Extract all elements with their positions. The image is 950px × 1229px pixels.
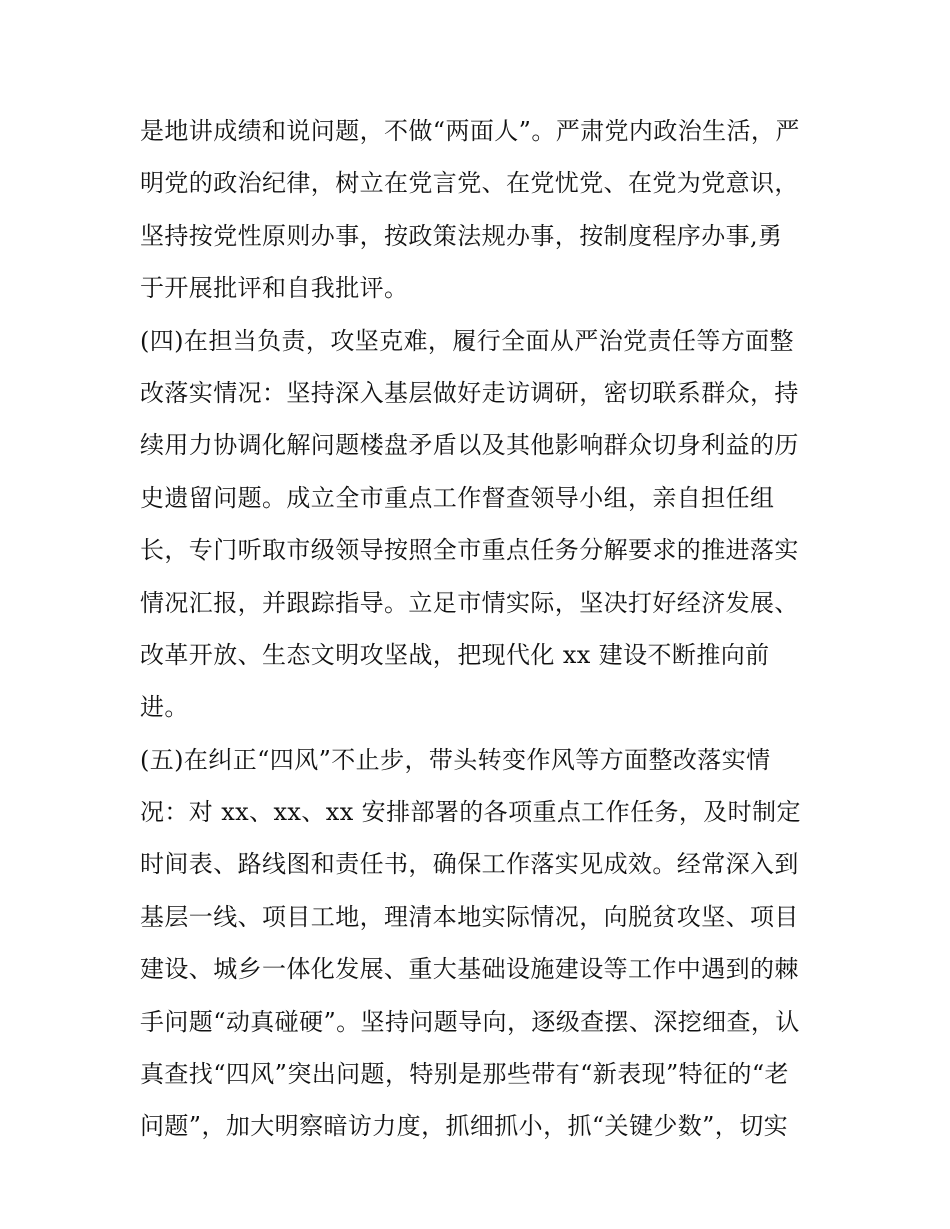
text-line: 改落实情况：坚持深入基层做好走访调研，密切联系群众，持 [140, 378, 799, 407]
section-heading-5: (五)在纠正“四风”不止步，带头转变作风等方面整改落实情 [140, 745, 771, 774]
text-line: 明党的政治纪律，树立在党言党、在党忧党、在党为党意识， [140, 169, 799, 198]
text-line: 基层一线、项目工地，理清本地实际情况，向脱贫攻坚、项目 [140, 902, 799, 931]
text-line: 长，专门听取市级领导按照全市重点任务分解要求的推进落实 [140, 536, 799, 565]
text-line: 续用力协调化解问题楼盘矛盾以及其他影响群众切身利益的历 [140, 431, 799, 460]
text-line: 坚持按党性原则办事，按政策法规办事，按制度程序办事,勇 [140, 221, 783, 250]
text-line: 建设、城乡一体化发展、重大基础设施建设等工作中遇到的棘 [140, 955, 799, 984]
text-line: 问题”，加大明察暗访力度，抓细抓小，抓“关键少数”，切实 [140, 1112, 789, 1141]
text-line: 手问题“动真碰硬”。坚持问题导向，逐级查摆、深挖细查，认 [140, 1007, 800, 1036]
text-line: 真查找“四风”突出问题，特别是那些带有“新表现”特征的“老 [140, 1060, 789, 1089]
text-line: 于开展批评和自我批评。 [140, 274, 409, 303]
body-text [140, 105, 820, 1153]
text-line: 况：对 xx、xx、xx 安排部署的各项重点工作任务，及时制定 [140, 798, 801, 827]
text-line: 情况汇报，并跟踪指导。立足市情实际，坚决打好经济发展、 [140, 588, 799, 617]
text-line: 时间表、路线图和责任书，确保工作落实见成效。经常深入到 [140, 850, 799, 879]
text-line: 改革开放、生态文明攻坚战，把现代化 xx 建设不断推向前 [140, 640, 770, 669]
text-line: 是地讲成绩和说问题，不做“两面人”。严肃党内政治生活，严 [140, 117, 800, 145]
text-line: 史遗留问题。成立全市重点工作督查领导小组，亲自担任组 [140, 483, 775, 512]
section-heading-4: (四)在担当负责，攻坚克难，履行全面从严治党责任等方面整 [140, 326, 794, 355]
text-line: 进。 [140, 693, 189, 722]
